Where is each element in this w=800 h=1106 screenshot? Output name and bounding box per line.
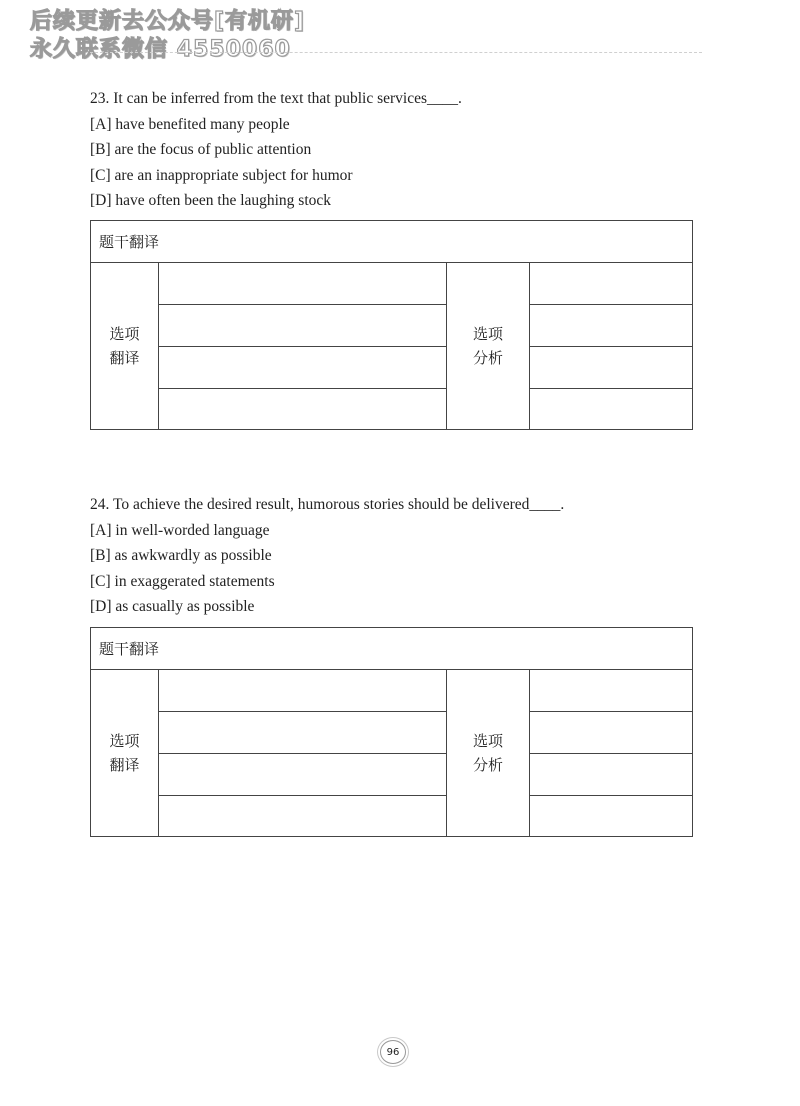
option-analysis-cell-c[interactable] bbox=[529, 754, 692, 796]
label-line-1: 选项 bbox=[472, 325, 503, 343]
option-c: [C] in exaggerated statements bbox=[90, 572, 275, 590]
watermark bbox=[30, 8, 305, 64]
option-translation-cell-d[interactable] bbox=[158, 796, 446, 838]
option-a: [A] have benefited many people bbox=[90, 115, 290, 133]
question-23 bbox=[90, 86, 710, 214]
option-analysis-cell-c[interactable] bbox=[529, 347, 692, 389]
header-divider bbox=[90, 52, 702, 53]
label-line-2: 翻译 bbox=[109, 349, 140, 367]
option-translation-cell-a[interactable] bbox=[158, 263, 446, 305]
option-analysis-cell-a[interactable] bbox=[529, 263, 692, 305]
question-stem: 23. It can be inferred from the text that public services____. bbox=[90, 90, 462, 107]
option-analysis-label bbox=[446, 670, 530, 836]
label-line-2: 分析 bbox=[472, 349, 503, 367]
option-b: [B] as awkwardly as possible bbox=[90, 547, 272, 564]
option-translation-cell-d[interactable] bbox=[158, 389, 446, 431]
option-translation-cell-c[interactable] bbox=[158, 754, 446, 796]
watermark-line-2: 永久联系微信 4550060 bbox=[30, 37, 291, 62]
option-analysis-cell-d[interactable] bbox=[529, 389, 692, 431]
answer-grid-24 bbox=[90, 627, 693, 837]
stem-translation-row[interactable] bbox=[91, 628, 692, 670]
option-b: [B] are the focus of public attention bbox=[90, 141, 312, 158]
option-analysis-cell-d[interactable] bbox=[529, 796, 692, 838]
stem-translation-label: 题干翻译 bbox=[99, 233, 160, 251]
option-translation-cell-b[interactable] bbox=[158, 305, 446, 347]
option-d: [D] have often been the laughing stock bbox=[90, 192, 332, 209]
option-d: [D] as casually as possible bbox=[90, 598, 255, 615]
option-analysis-cell-b[interactable] bbox=[529, 305, 692, 347]
label-line-1: 选项 bbox=[109, 325, 140, 343]
option-translation-cell-c[interactable] bbox=[158, 347, 446, 389]
option-translation-cell-a[interactable] bbox=[158, 670, 446, 712]
label-line-1: 选项 bbox=[472, 732, 503, 750]
label-line-1: 选项 bbox=[109, 732, 140, 750]
question-stem: 24. To achieve the desired result, humorous stories should be delivered____. bbox=[90, 496, 565, 513]
option-translation-cell-b[interactable] bbox=[158, 712, 446, 754]
watermark-line-1: 后续更新去公众号[有机研] bbox=[30, 9, 306, 34]
option-translation-label bbox=[91, 670, 159, 836]
label-line-2: 分析 bbox=[472, 756, 503, 774]
option-analysis-cell-b[interactable] bbox=[529, 712, 692, 754]
option-analysis-label bbox=[446, 263, 530, 429]
option-c: [C] are an inappropriate subject for humor bbox=[90, 166, 353, 184]
page-number: 96 bbox=[380, 1040, 406, 1064]
option-analysis-cell-a[interactable] bbox=[529, 670, 692, 712]
option-translation-label bbox=[91, 263, 159, 429]
answer-grid-23 bbox=[90, 220, 693, 430]
question-24 bbox=[90, 492, 710, 620]
label-line-2: 翻译 bbox=[109, 756, 140, 774]
stem-translation-label: 题干翻译 bbox=[99, 640, 160, 658]
option-a: [A] in well-worded language bbox=[90, 521, 270, 539]
stem-translation-row[interactable] bbox=[91, 221, 692, 263]
